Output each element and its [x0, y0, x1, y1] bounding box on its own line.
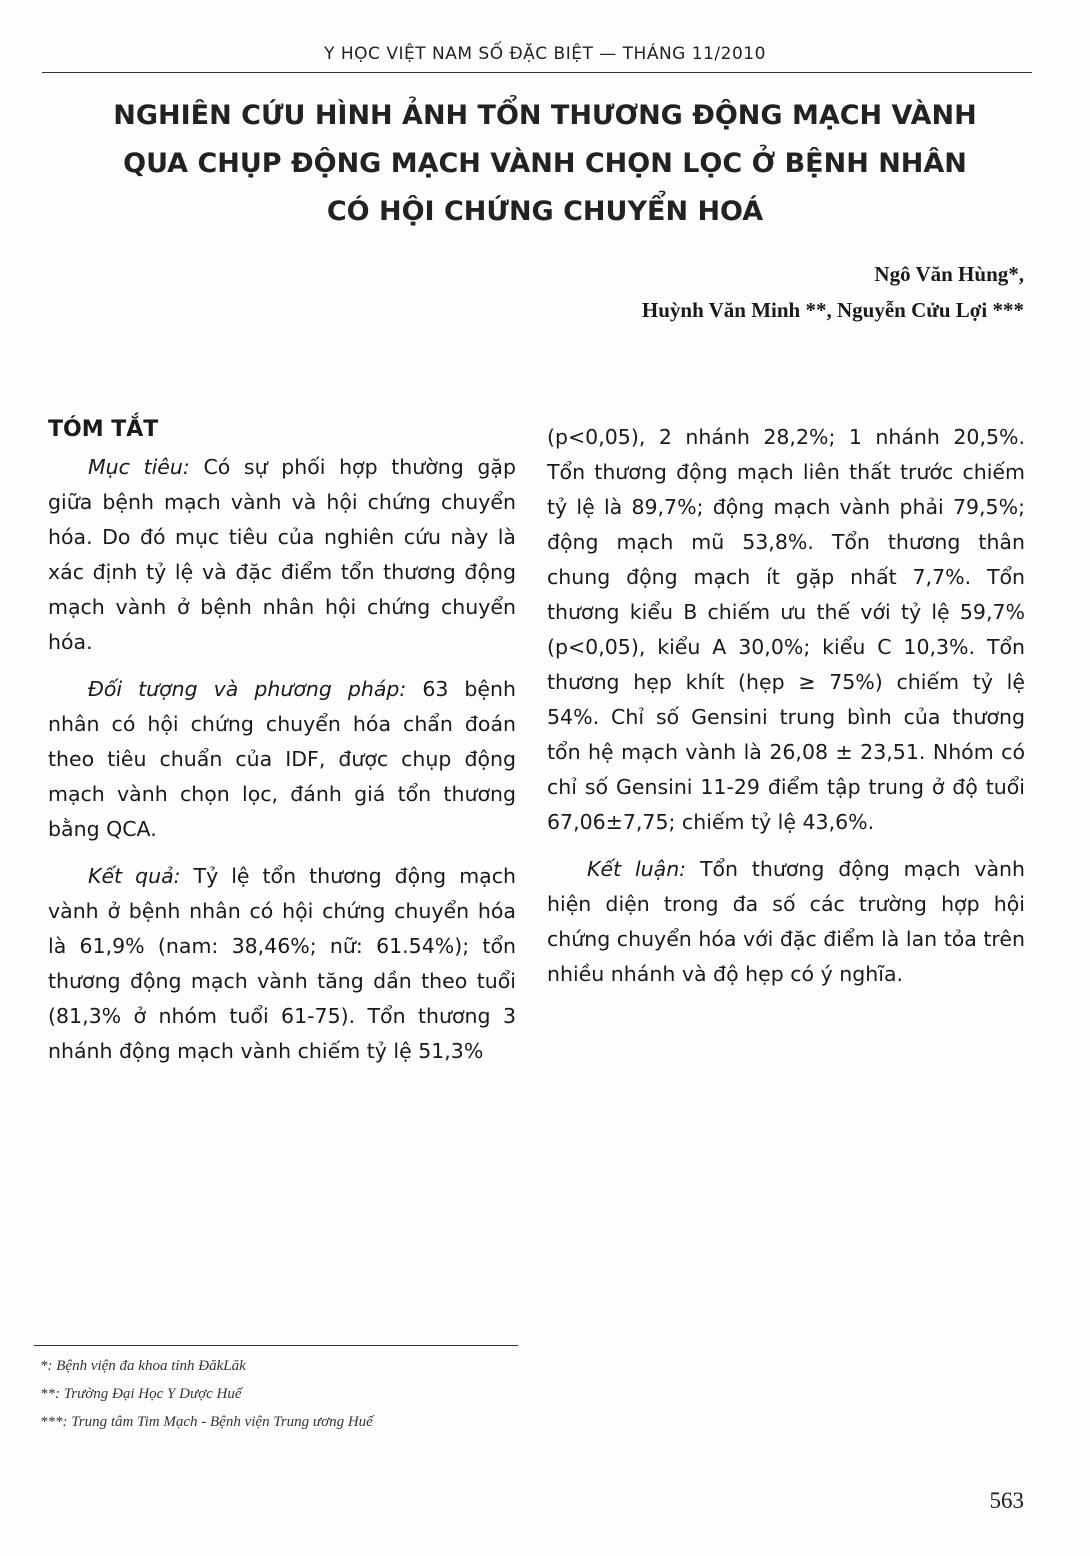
conclusion-label: Kết luận:: [587, 857, 687, 881]
methods-label: Đối tượng và phương pháp:: [88, 677, 407, 701]
results-paragraph: [48, 859, 516, 1069]
footnote-3: ***: Trung tâm Tim Mạch - Bệnh viện Trung ương Huế: [40, 1414, 373, 1430]
objective-paragraph: [48, 450, 516, 660]
abstract-right-column: [547, 420, 1025, 1004]
footnote-rule: [34, 1345, 518, 1346]
page-number: 563: [989, 1488, 1024, 1513]
title-line-3: CÓ HỘI CHỨNG CHUYỂN HOÁ: [326, 196, 764, 227]
results-text: Tỷ lệ tổn thương động mạch vành ở bệnh nhân có hội chứng chuyển hóa là 61,9% (nam: 38,46%; nữ: 61.54%); tổn thương động mạch vành tăng dần theo tuổi (81,3% ở nhóm tuổi 61-75). Tổn thương 3 nhánh động mạch vành chiếm tỷ lệ 51,3%: [48, 864, 516, 1063]
author-line-1: Ngô Văn Hùng*,: [874, 262, 1024, 286]
header-rule: [42, 72, 1032, 73]
running-head: Y HỌC VIỆT NAM SỐ ĐẶC BIỆT — THÁNG 11/2010: [324, 44, 766, 64]
conclusion-paragraph: [547, 852, 1025, 992]
objective-text: Có sự phối hợp thường gặp giữa bệnh mạch vành và hội chứng chuyển hóa. Do đó mục tiêu của nghiên cứu này là xác định tỷ lệ và đặc điểm tổn thương động mạch vành ở bệnh nhân hội chứng chuyển hóa.: [48, 455, 517, 654]
results-continued: (p<0,05), 2 nhánh 28,2%; 1 nhánh 20,5%. Tổn thương động mạch liên thất trước chiếm tỷ lệ là 89,7%; động mạch vành phải 79,5%; động mạch mũ 53,8%. Tổn thương thân chung động mạch ít gặp nhất 7,7%. Tổn thương kiểu B chiếm ưu thế với tỷ lệ 59,7% (p<0,05), kiểu A 30,0%; kiểu C 10,3%. Tổn thương hẹp khít (hẹp ≥ 75%) chiếm tỷ lệ 54%. Chỉ số Gensini trung bình của thương tổn hệ mạch vành là 26,08 ± 23,51. Nhóm có chỉ số Gensini 11-29 điểm tập trung ở độ tuổi 67,06±7,75; chiếm tỷ lệ 43,6%.: [547, 425, 1025, 834]
footnotes: [40, 1352, 373, 1436]
results-label: Kết quả:: [88, 864, 181, 888]
title-line-2: QUA CHỤP ĐỘNG MẠCH VÀNH CHỌN LỌC Ở BỆNH NHÂN: [123, 148, 967, 179]
abstract-left-column: [48, 410, 516, 1081]
methods-text: 63 bệnh nhân có hội chứng chuyển hóa chẩn đoán theo tiêu chuẩn của IDF, được chụp động mạch vành chọn lọc, đánh giá tổn thương bằng QCA.: [48, 677, 516, 841]
title-line-1: NGHIÊN CỨU HÌNH ẢNH TỔN THƯƠNG ĐỘNG MẠCH VÀNH: [113, 100, 977, 131]
paper-title: [60, 92, 1030, 236]
footnote-2: **: Trường Đại Học Y Dược Huế: [40, 1386, 242, 1402]
author-list: [642, 256, 1024, 328]
author-line-2: Huỳnh Văn Minh **, Nguyễn Cửu Lợi ***: [641, 298, 1024, 322]
conclusion-text: Tổn thương động mạch vành hiện diện trong đa số các trường hợp hội chứng chuyển hóa với đặc điểm là lan tỏa trên nhiều nhánh và độ hẹp có ý nghĩa.: [547, 857, 1025, 986]
methods-paragraph: [48, 672, 516, 847]
objective-label: Mục tiêu:: [88, 455, 190, 479]
footnote-1: *: Bệnh viện đa khoa tỉnh ĐăkLăk: [40, 1358, 246, 1374]
abstract-heading: TÓM TẮT: [48, 417, 159, 442]
